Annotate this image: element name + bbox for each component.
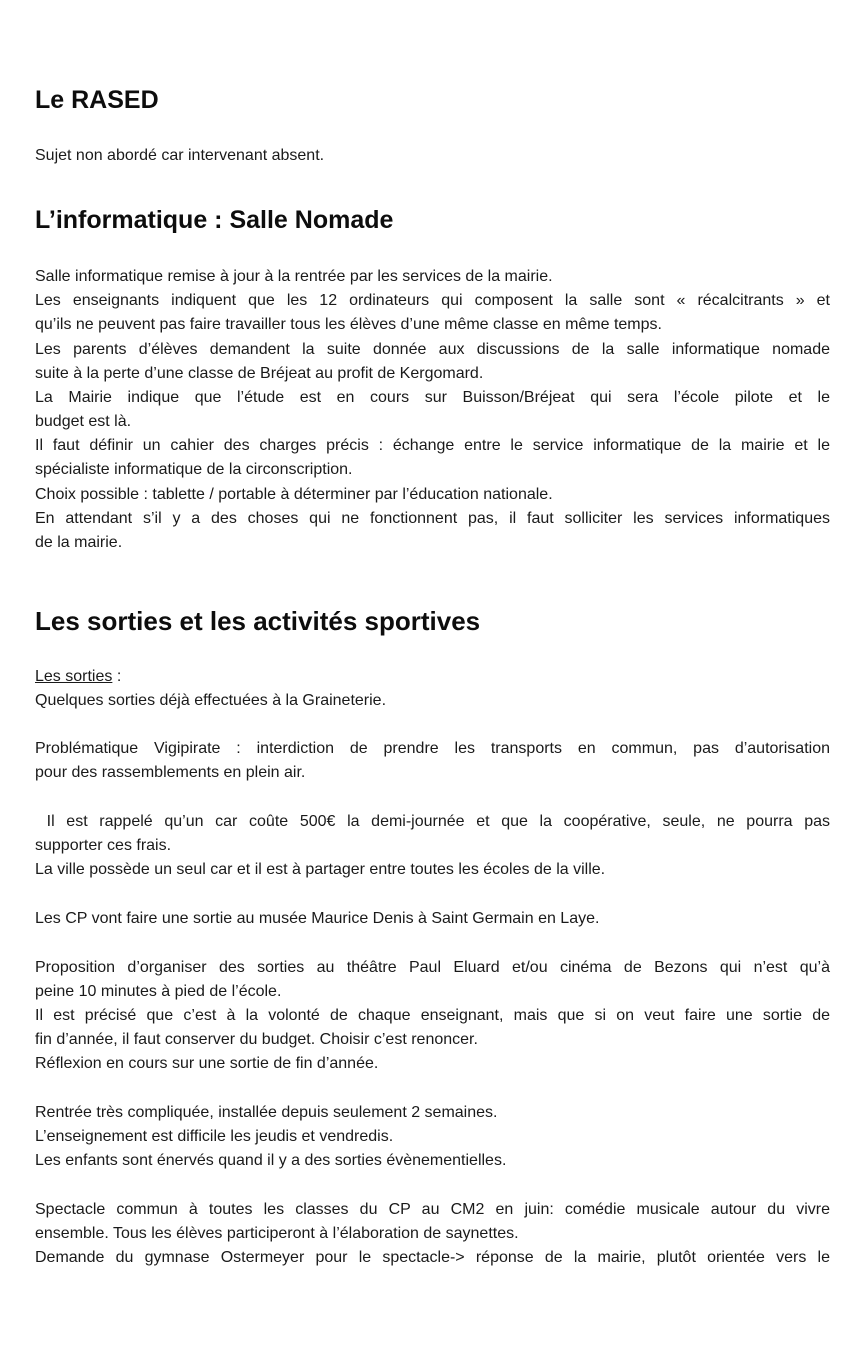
heading-sorties: Les sorties et les activités sportives [35, 606, 481, 636]
subheading-colon: : [112, 668, 122, 685]
paragraph-line: Proposition d’organiser des sorties au théâtre Paul Eluard et/ou cinéma de Bezons qui n’est qu’à [35, 959, 830, 976]
paragraph-line: Problématique Vigipirate : interdiction de prendre les transports en commun, pas d’autorisation [35, 740, 830, 757]
paragraph-line: Les parents d’élèves demandent la suite donnée aux discussions de la salle informatique nomade [35, 341, 830, 358]
paragraph-line: Sujet non abordé car intervenant absent. [35, 147, 325, 164]
paragraph-line: spécialiste informatique de la circonscription. [35, 461, 353, 478]
paragraph-line: suite à la perte d’une classe de Bréjeat au profit de Kergomard. [35, 365, 484, 382]
paragraph-line: Les enfants sont énervés quand il y a des sorties évènementielles. [35, 1152, 507, 1169]
paragraph-line: Quelques sorties déjà effectuées à la Graineterie. [35, 692, 387, 709]
paragraph-line: Demande du gymnase Ostermeyer pour le spectacle-> réponse de la mairie, plutôt orientée vers le [35, 1249, 830, 1266]
paragraph-line: Les CP vont faire une sortie au musée Maurice Denis à Saint Germain en Laye. [35, 910, 600, 927]
paragraph-line: Les enseignants indiquent que les 12 ordinateurs qui composent la salle sont « récalcitrants » et [35, 292, 830, 309]
subheading-line [35, 665, 121, 689]
paragraph-line: fin d’année, il faut conserver du budget. Choisir c’est renoncer. [35, 1031, 478, 1048]
paragraph-line: qu’ils ne peuvent pas faire travailler tous les élèves d’une même classe en même temps. [35, 316, 662, 333]
paragraph-line: La ville possède un seul car et il est à partager entre toutes les écoles de la ville. [35, 861, 606, 878]
paragraph-line: Salle informatique remise à jour à la rentrée par les services de la mairie. [35, 268, 553, 285]
paragraph-line: Il est rappelé qu’un car coûte 500€ la demi-journée et que la coopérative, seule, ne pourra pas [35, 813, 830, 830]
heading-rased: Le RASED [35, 86, 159, 114]
paragraph-line: Rentrée très compliquée, installée depuis seulement 2 semaines. [35, 1104, 498, 1121]
paragraph-line: peine 10 minutes à pied de l’école. [35, 983, 282, 1000]
paragraph-line: ensemble. Tous les élèves participeront à l’élaboration de saynettes. [35, 1225, 519, 1242]
paragraph-line: L’enseignement est difficile les jeudis et vendredis. [35, 1128, 394, 1145]
paragraph-line: La Mairie indique que l’étude est en cours sur Buisson/Bréjeat qui sera l’école pilote et le [35, 389, 830, 406]
paragraph-line: En attendant s’il y a des choses qui ne fonctionnent pas, il faut solliciter les services informatiques [35, 510, 830, 527]
paragraph-line: supporter ces frais. [35, 837, 172, 854]
paragraph-line: Il est précisé que c’est à la volonté de chaque enseignant, mais que si on veut faire une sortie de [35, 1007, 830, 1024]
paragraph-line: Choix possible : tablette / portable à déterminer par l’éducation nationale. [35, 486, 553, 503]
paragraph-line: Spectacle commun à toutes les classes du CP au CM2 en juin: comédie musicale autour du vivre [35, 1201, 830, 1218]
paragraph-line: Il faut définir un cahier des charges précis : échange entre le service informatique de la mairie et le [35, 437, 830, 454]
heading-informatique: L’informatique : Salle Nomade [35, 206, 394, 234]
paragraph-line: budget est là. [35, 413, 132, 430]
subheading-sorties: Les sorties [35, 668, 113, 685]
paragraph-line: Réflexion en cours sur une sortie de fin d’année. [35, 1055, 379, 1072]
paragraph-line: de la mairie. [35, 534, 123, 551]
paragraph-line: pour des rassemblements en plein air. [35, 764, 306, 781]
